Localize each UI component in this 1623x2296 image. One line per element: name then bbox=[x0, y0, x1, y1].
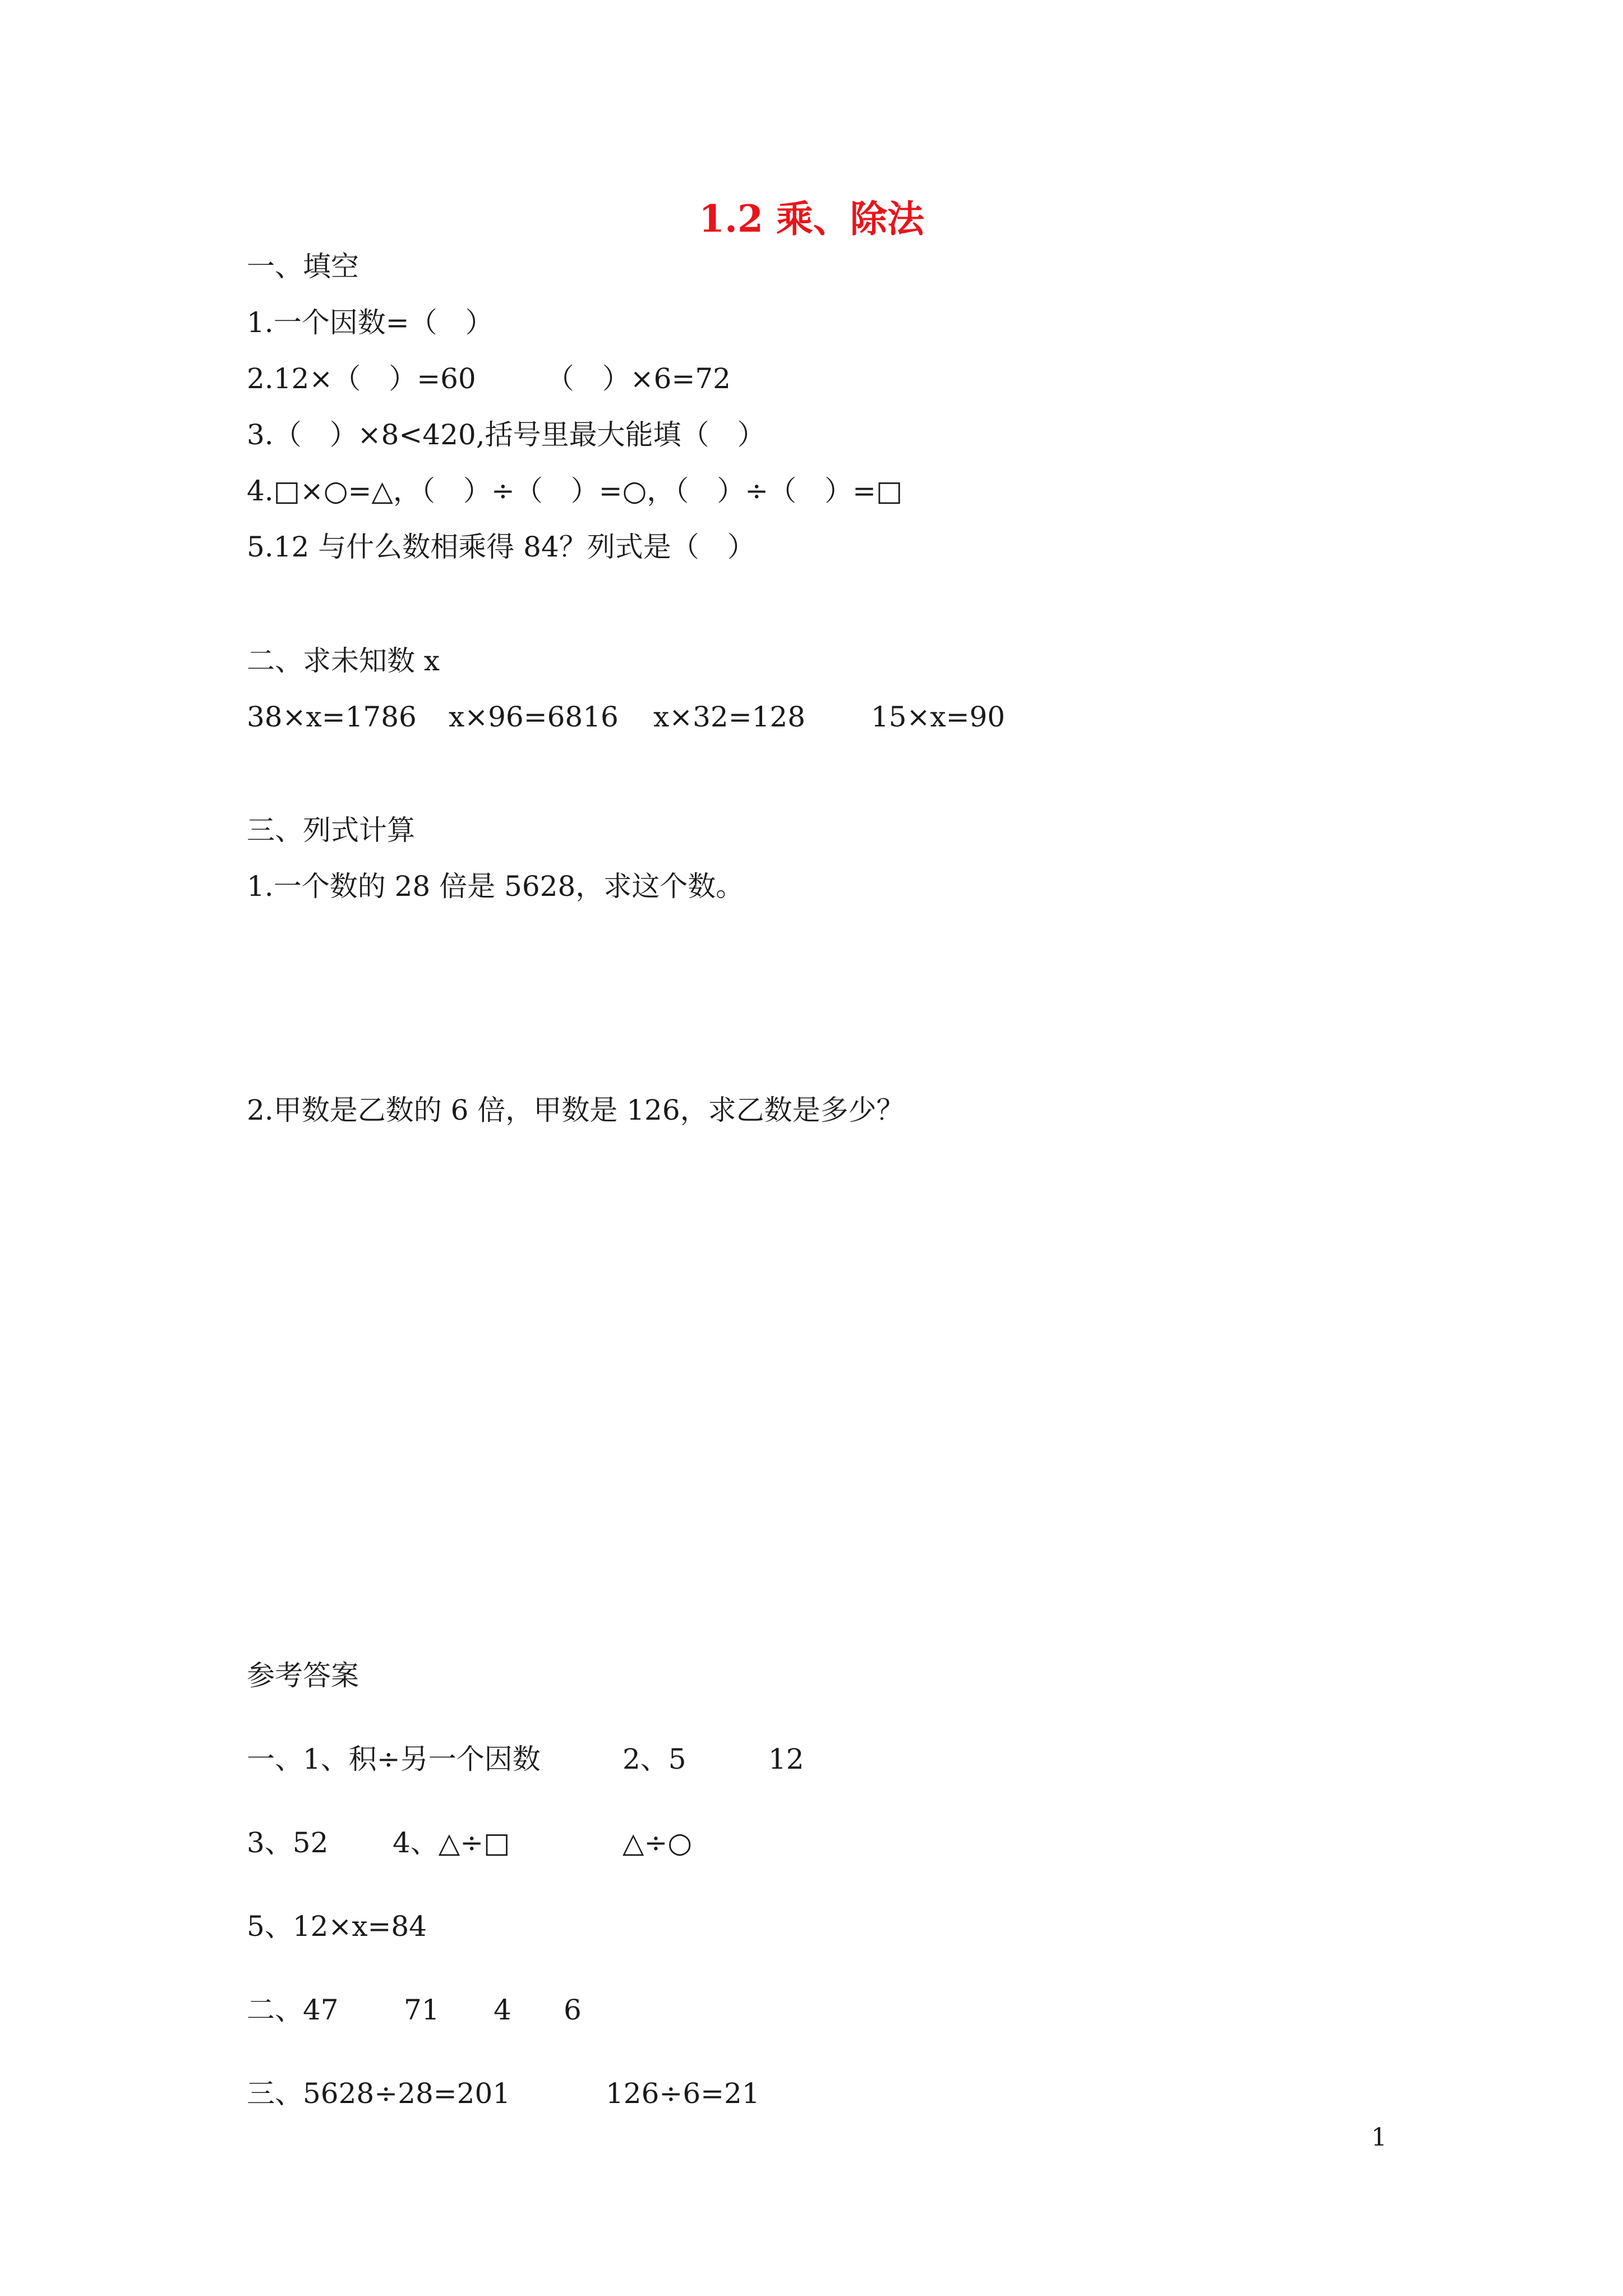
answer-1-4: 4、△÷□ bbox=[393, 1826, 510, 1859]
answers-heading: 参考答案 bbox=[247, 1659, 359, 1692]
fill-blank-item-2: 2.12×（ ）=60 （ ）×6=72 bbox=[247, 362, 731, 395]
answer-2-4: 6 bbox=[564, 1994, 582, 2026]
section1-heading: 一、填空 bbox=[247, 250, 359, 283]
answer-3-2: 126÷6=21 bbox=[606, 2077, 760, 2110]
answer-1-3: 3、52 bbox=[247, 1826, 329, 1859]
page-title: 1.2 乘、除法 bbox=[699, 197, 924, 241]
fill-blank-item-4: 4.□×○=△，（ ）÷（ ）=○，（ ）÷（ ）=□ bbox=[247, 475, 903, 507]
equation-1: 38×x=1786 bbox=[247, 701, 417, 733]
equation-4: 15×x=90 bbox=[871, 701, 1006, 733]
answer-2-2: 71 bbox=[404, 1994, 440, 2026]
answer-1-4b: △÷○ bbox=[623, 1826, 692, 1859]
fill-blank-item-3: 3.（ ）×8<420,括号里最大能填（ ） bbox=[247, 418, 766, 451]
answer-3-1: 三、5628÷28=201 bbox=[247, 2077, 511, 2110]
answer-2-1: 二、47 bbox=[247, 1994, 339, 2026]
word-problem-1: 1.一个数的 28 倍是 5628，求这个数。 bbox=[247, 870, 744, 903]
equation-3: x×32=128 bbox=[653, 701, 806, 733]
page-number: 1 bbox=[1371, 2123, 1387, 2152]
word-problem-2: 2.甲数是乙数的 6 倍，甲数是 126，求乙数是多少？ bbox=[247, 1094, 905, 1126]
answer-1-2b: 12 bbox=[768, 1743, 804, 1775]
section3-heading: 三、列式计算 bbox=[247, 814, 415, 846]
answer-2-3: 4 bbox=[494, 1994, 511, 2026]
fill-blank-item-5: 5.12 与什么数相乘得 84？列式是（ ） bbox=[247, 531, 755, 563]
answer-1-5: 5、12×x=84 bbox=[247, 1910, 427, 1943]
answer-1-2: 2、5 bbox=[623, 1743, 686, 1775]
answer-1-1: 一、1、积÷另一个因数 bbox=[247, 1743, 541, 1775]
section2-heading: 二、求未知数 x bbox=[247, 645, 440, 677]
fill-blank-item-1: 1.一个因数=（ ） bbox=[247, 306, 494, 339]
equation-2: x×96=6816 bbox=[449, 701, 619, 733]
